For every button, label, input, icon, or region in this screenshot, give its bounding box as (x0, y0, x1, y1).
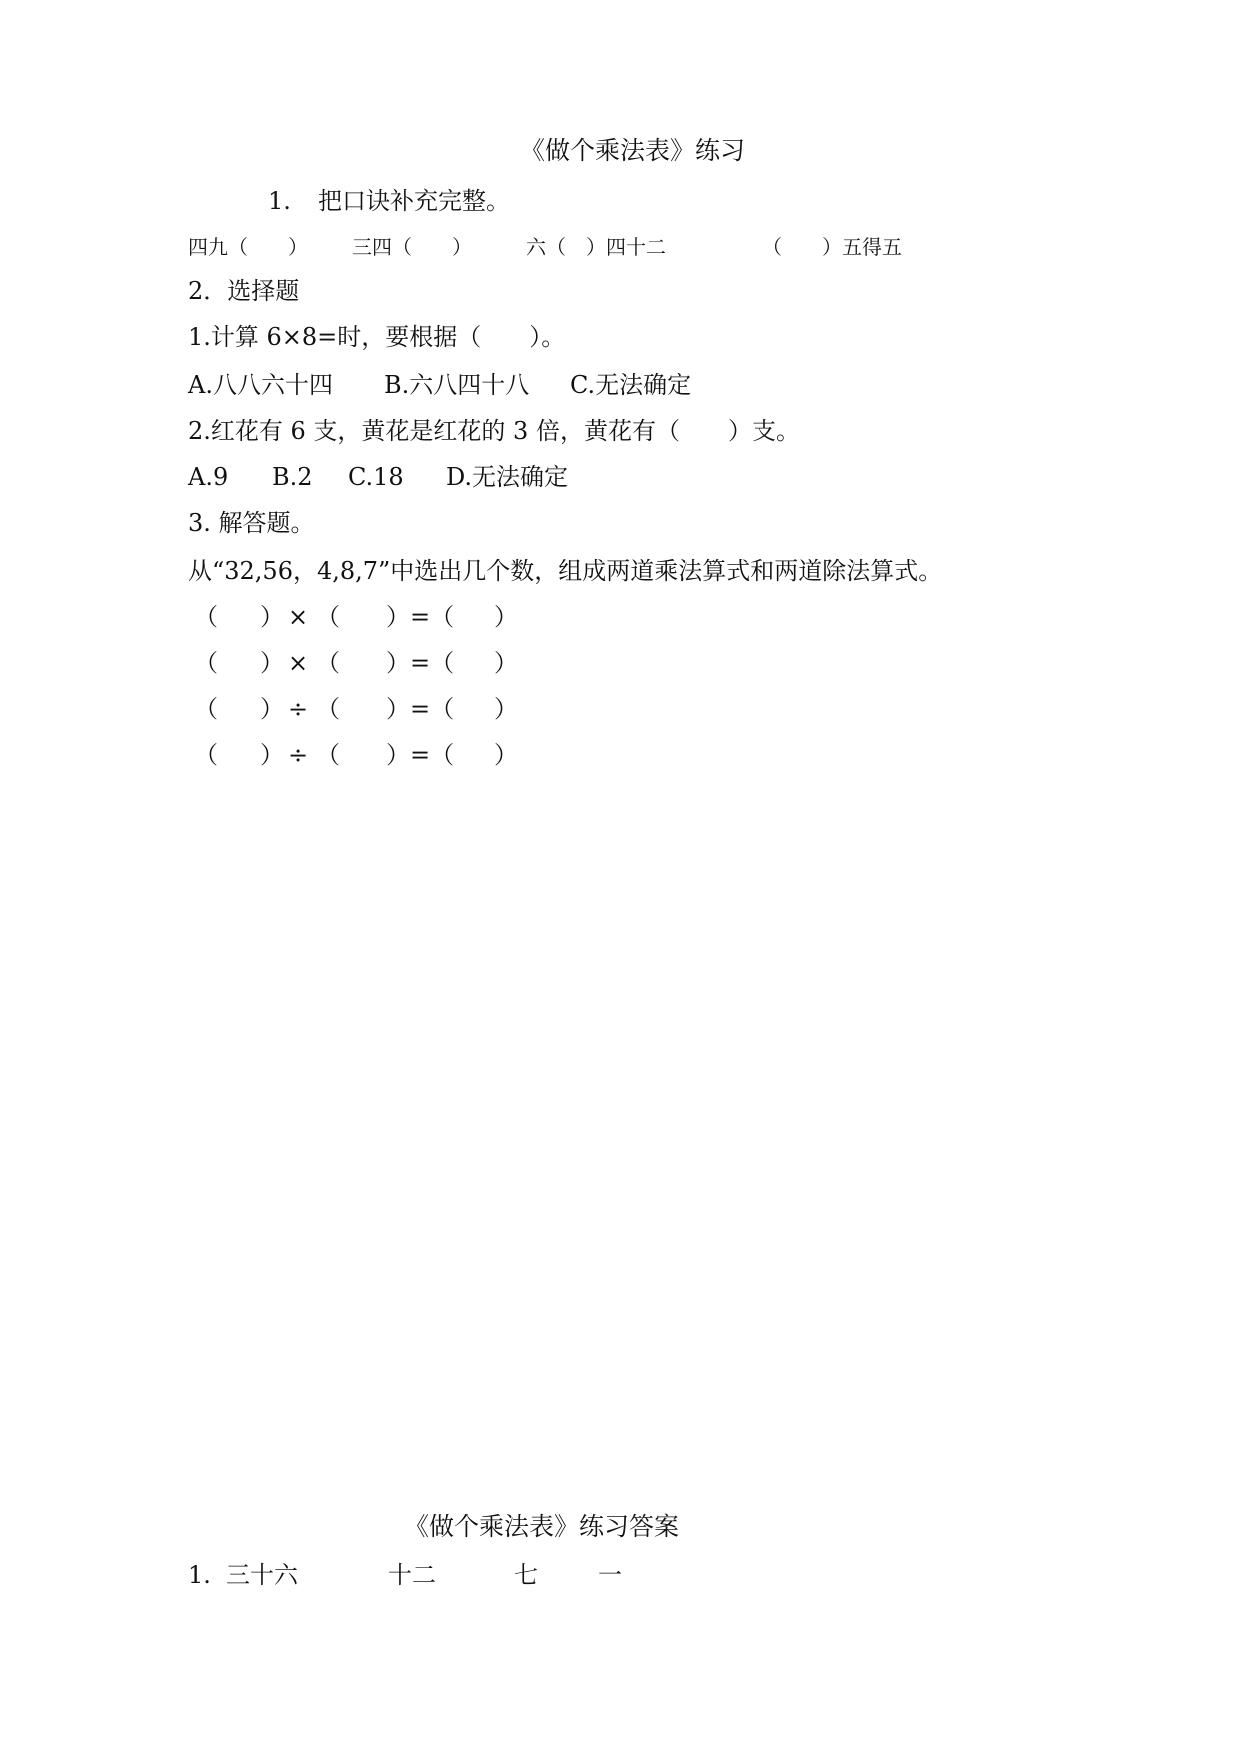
answer-value-2: 十二 (388, 1561, 436, 1589)
section3-prompt: 从“32,56，4,8,7”中选出几个数，组成两道乘法算式和两道除法算式。 (188, 557, 943, 585)
equation-paren: （ (194, 695, 218, 723)
equation-row (0, 740, 1241, 774)
fill-item-4: （ ）五得五 (762, 235, 902, 259)
equation-paren: ） (494, 649, 518, 677)
equation-paren: （ (194, 741, 218, 769)
question-2: 2.红花有 6 支，黄花是红花的 3 倍，黄花有（ ）支。 (188, 417, 800, 445)
answers-label: 1. (188, 1561, 211, 1589)
section1-heading: 把口诀补充完整。 (318, 187, 510, 215)
equation-paren: ）=（ (386, 695, 455, 723)
section2-heading: 2．选择题 (188, 277, 300, 305)
equation-row (0, 602, 1241, 636)
q1-option-b: B.六八四十八 (384, 371, 530, 399)
section1-heading-number: 1. (268, 187, 291, 215)
q2-option-d: D.无法确定 (446, 463, 569, 491)
equation-operator: × (288, 649, 309, 677)
equation-paren: ）=（ (386, 603, 455, 631)
q1-option-a: A.八八六十四 (188, 371, 333, 399)
q2-option-b: B.2 (272, 463, 313, 491)
equation-paren: ） (260, 741, 284, 769)
q2-option-a: A.9 (188, 463, 229, 491)
equation-paren: （ (316, 603, 340, 631)
equation-operator: × (288, 603, 309, 631)
equation-row (0, 694, 1241, 728)
equation-paren: ） (260, 695, 284, 723)
equation-paren: ） (260, 649, 284, 677)
answer-value-1: 三十六 (226, 1561, 298, 1589)
q1-option-c: C.无法确定 (570, 371, 692, 399)
fill-item-2: 三四（ ） (352, 235, 472, 259)
equation-paren: ）=（ (386, 649, 455, 677)
equation-paren: （ (316, 741, 340, 769)
fill-item-3: 六（ ）四十二 (526, 235, 666, 259)
q2-option-c: C.18 (348, 463, 404, 491)
equation-row (0, 648, 1241, 682)
equation-paren: ）=（ (386, 741, 455, 769)
page-title: 《做个乘法表》练习 (520, 136, 746, 165)
equation-paren: ） (494, 695, 518, 723)
fill-item-1: 四九（ ） (188, 235, 308, 259)
question-1: 1.计算 6×8=时，要根据（ ）。 (188, 323, 566, 351)
equation-operator: ÷ (288, 741, 309, 769)
equation-paren: （ (316, 695, 340, 723)
equation-paren: ） (494, 741, 518, 769)
equation-paren: （ (194, 649, 218, 677)
equation-paren: （ (194, 603, 218, 631)
equation-paren: （ (316, 649, 340, 677)
equation-paren: ） (260, 603, 284, 631)
answer-value-4: 一 (598, 1561, 622, 1589)
answer-value-3: 七 (514, 1561, 538, 1589)
section3-heading: 3. 解答题。 (188, 509, 315, 537)
answers-title: 《做个乘法表》练习答案 (404, 1512, 680, 1541)
equation-operator: ÷ (288, 695, 309, 723)
equation-paren: ） (494, 603, 518, 631)
